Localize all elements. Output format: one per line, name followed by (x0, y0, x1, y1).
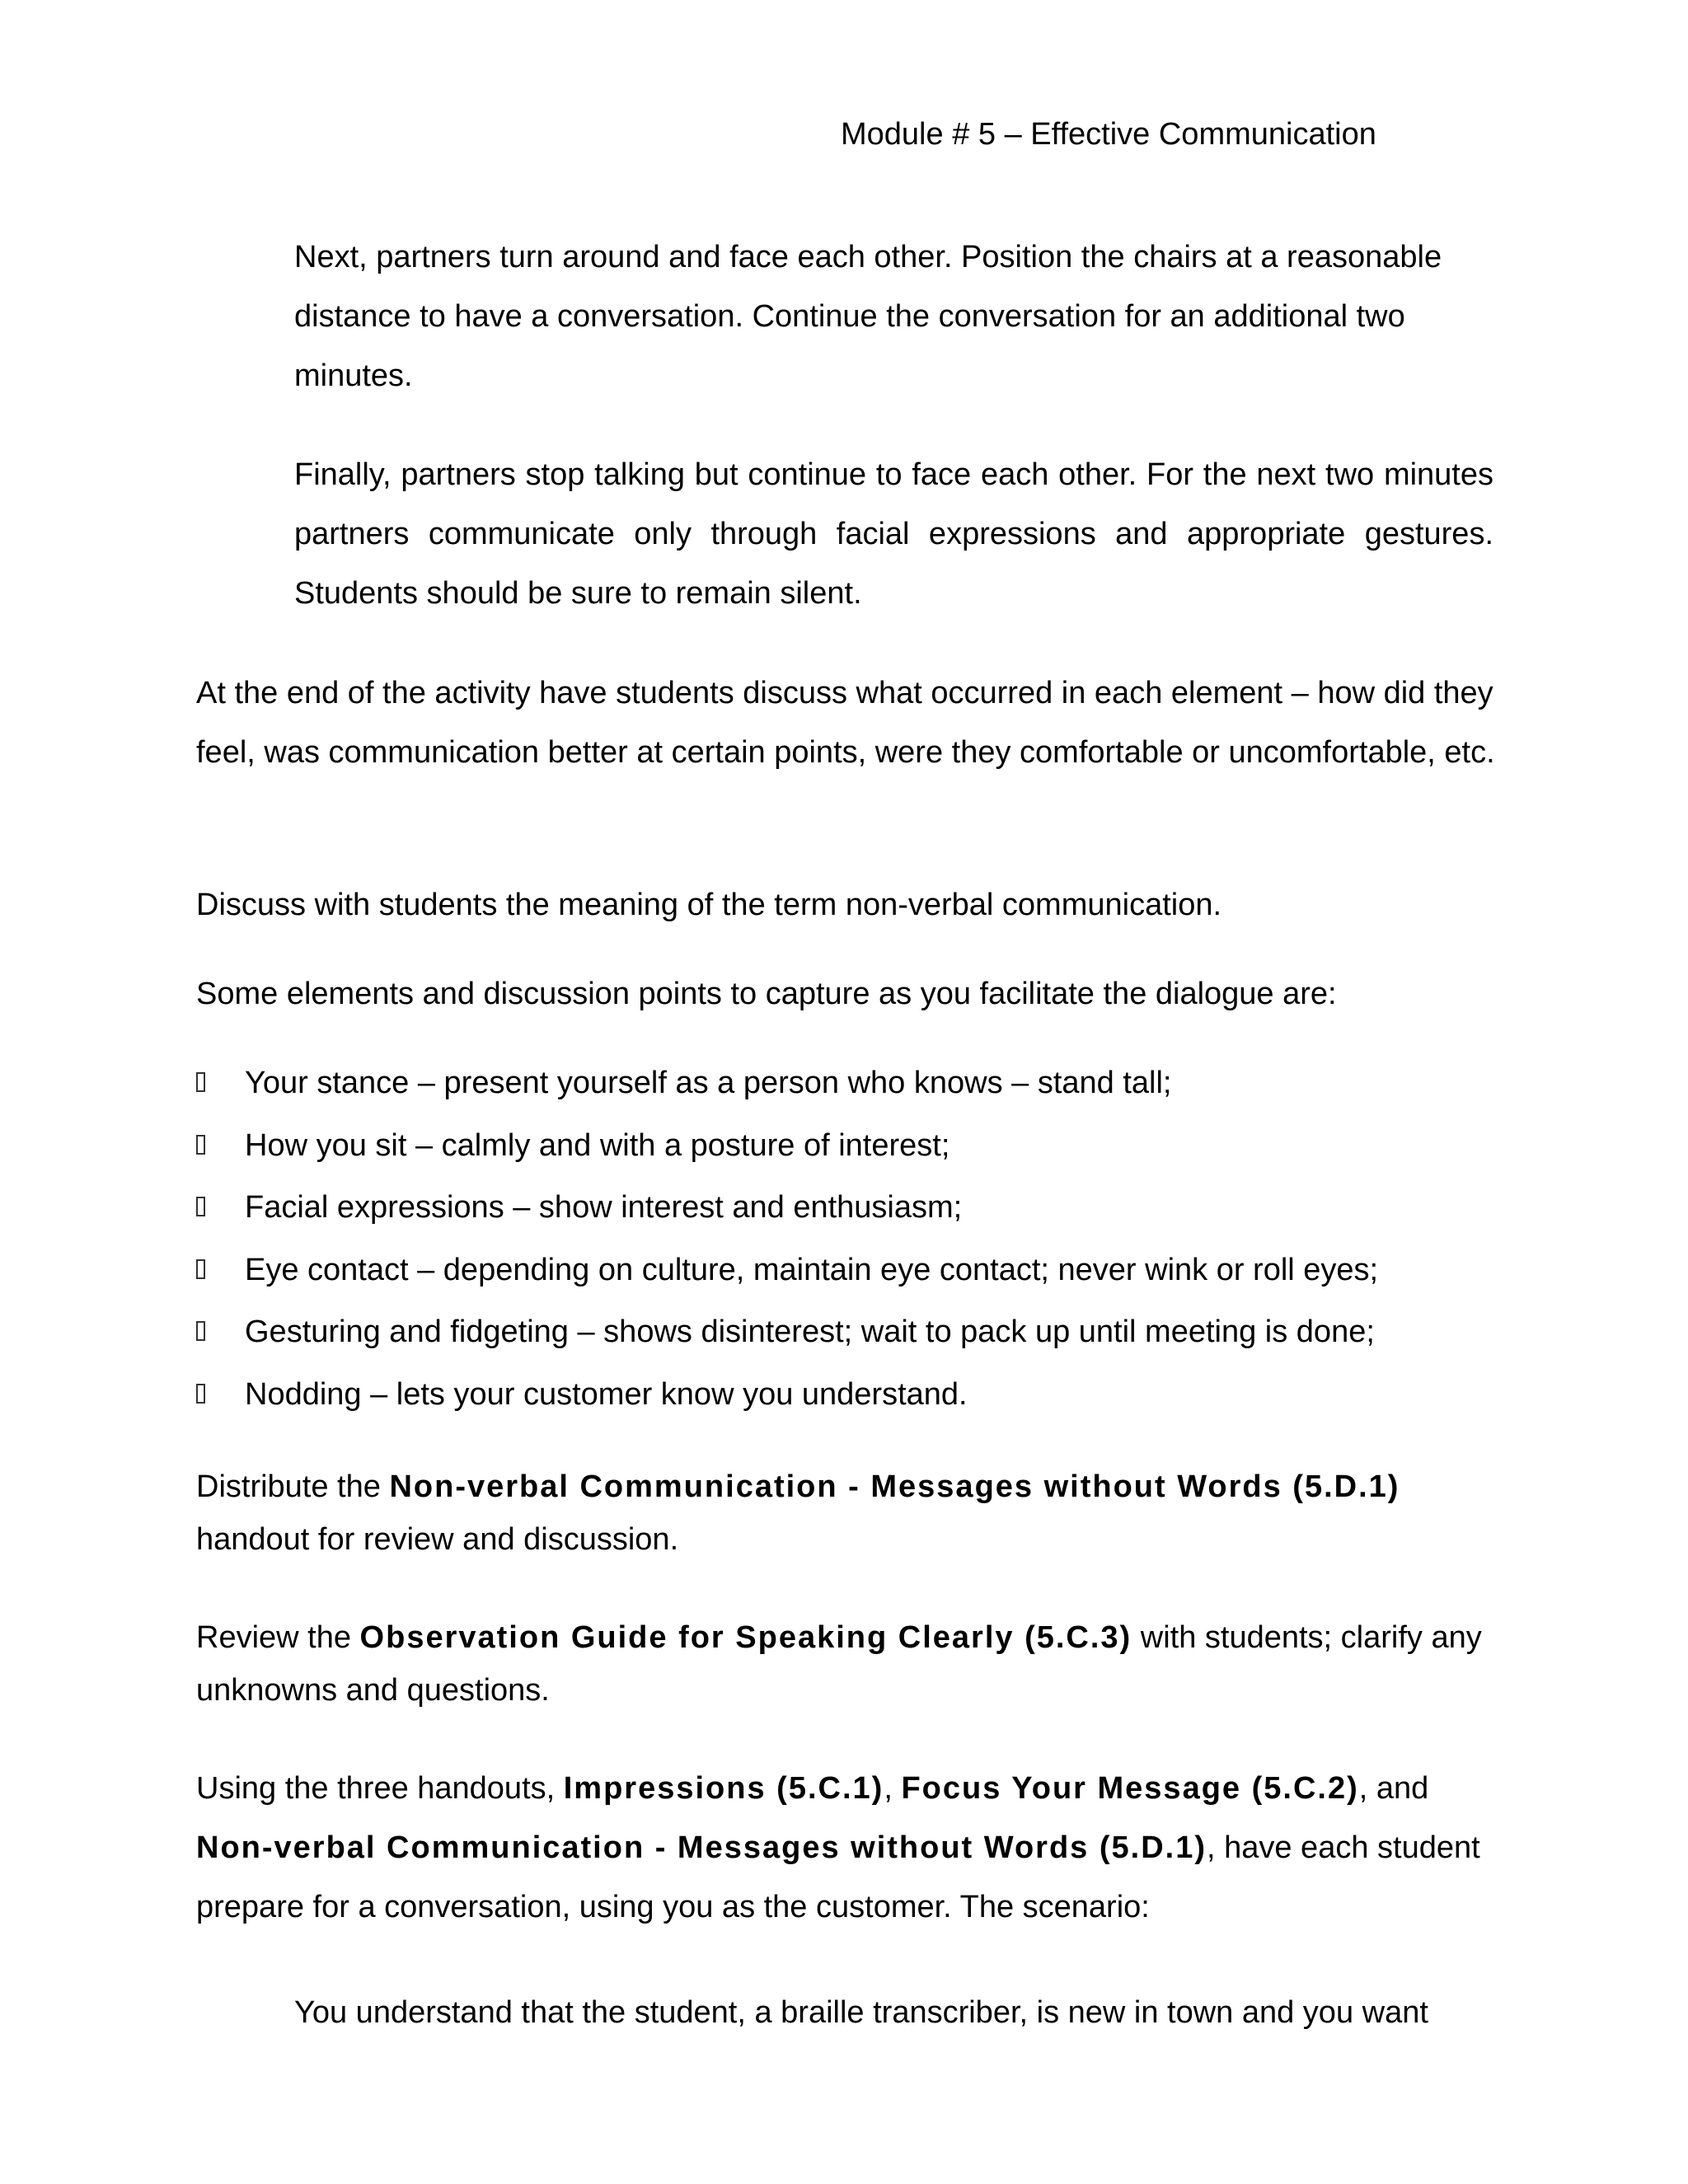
bullet-box-icon (196, 1197, 205, 1216)
paragraph-discussion-points-intro: Some elements and discussion points to capture as you facilitate the dialogue are: (196, 977, 1337, 1011)
handout-title-5d1: Non-verbal Communication - Messages without Words (5.D.1) (389, 1469, 1400, 1504)
bullet-box-icon (196, 1259, 205, 1279)
paragraph-nonverbal-meaning: Discuss with students the meaning of the term non-verbal communication. (196, 888, 1222, 922)
list-item: Your stance – present yourself as a person who knows – stand tall; (196, 1052, 1515, 1115)
bullet-box-icon (196, 1135, 205, 1155)
paragraph-distribute-handout: Distribute the Non-verbal Communication - Messages without Words (5.D.1) handout for review and discussion. (196, 1469, 1400, 1557)
paragraph-observation-guide: Review the Observation Guide for Speaking Clearly (5.C.3) with students; clarify any unknowns and questions. (196, 1620, 1482, 1708)
paragraph-scenario: You understand that the student, a braille transcriber, is new in town and you want (294, 1995, 1428, 2030)
handout-title-5c2: Focus Your Message (5.C.2) (901, 1771, 1359, 1806)
list-item: Facial expressions – show interest and enthusiasm; (196, 1177, 1515, 1240)
bullet-box-icon (196, 1321, 205, 1341)
handout-title-5c1: Impressions (5.C.1) (563, 1771, 884, 1806)
page-header: Module # 5 – Effective Communication (841, 117, 1376, 152)
paragraph-activity-discussion: At the end of the activity have students discuss what occurred in each element – how did they feel, was communication better at certain points, were they comfortable or uncomfortable, etc. (196, 676, 1495, 770)
bullet-box-icon (196, 1072, 205, 1092)
bullet-box-icon (196, 1384, 205, 1404)
list-item: How you sit – calmly and with a posture of interest; (196, 1115, 1515, 1178)
discussion-points-list (196, 1052, 1515, 1427)
handout-title-5c3: Observation Guide for Speaking Clearly (5.C.3) (359, 1620, 1132, 1655)
paragraph-silent-gestures: Finally, partners stop talking but continue to face each other. For the next two minutes partners communicate only through facial expressions and appropriate gestures. Students should be sure to remain silent. (294, 457, 1493, 611)
list-item: Gesturing and fidgeting – shows disinterest; wait to pack up until meeting is done; (196, 1301, 1515, 1364)
list-item: Eye contact – depending on culture, maintain eye contact; never wink or roll eyes; (196, 1240, 1515, 1302)
paragraph-three-handouts: Using the three handouts, Impressions (5.C.1), Focus Your Message (5.C.2), and Non-verbal Communication - Messages without Words (5.D.1), have each student prepare for a conversation, using you as the customer. The scenario: (196, 1771, 1480, 1924)
paragraph-face-each-other: Next, partners turn around and face each other. Position the chairs at a reasonable distance to have a conversation. Continue the conversation for an additional two minutes. (294, 240, 1442, 393)
list-item: Nodding – lets your customer know you understand. (196, 1364, 1515, 1427)
handout-title-5d1-repeat: Non-verbal Communication - Messages without Words (5.D.1) (196, 1830, 1207, 1865)
